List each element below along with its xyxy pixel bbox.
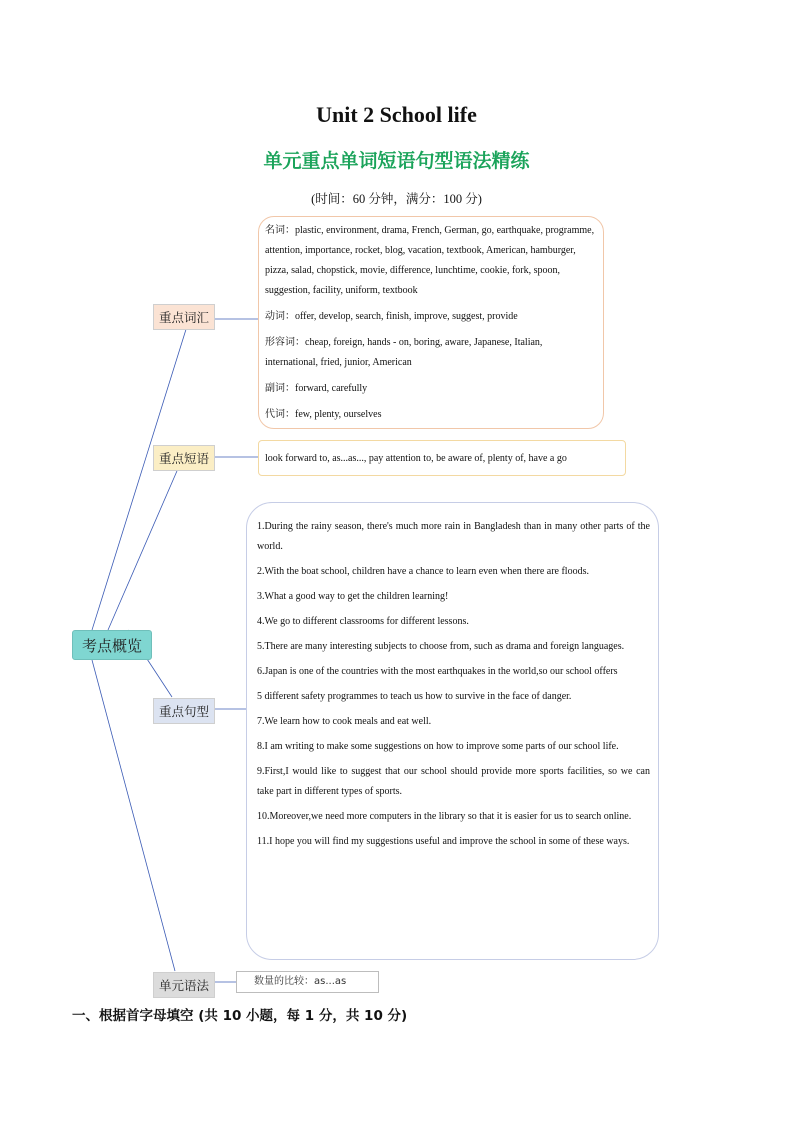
verbs-row [265,307,597,327]
grammar-text: 数量的比较：as...as [254,976,347,987]
sentence-item: 11.I hope you will find my suggestions useful and improve the school in some of these ways. [257,836,630,847]
section-heading: 一、根据首字母填空 (共 10 小题，每 1 分，共 10 分) [72,1008,408,1024]
adverbs-row [265,379,597,399]
sentence-item: 9.First,I would like to suggest that our school should provide more sports facilities, so we can take part in different types of sports. [257,766,650,797]
sentence-item: 6.Japan is one of the countries with the most earthquakes in the world,so our school offers [257,666,618,677]
sentence-item: 3.What a good way to get the children learning! [257,591,449,602]
sentence-item: 5 different safety programmes to teach us how to survive in the face of danger. [257,691,572,702]
adjectives-label: 形容词： [265,337,305,348]
verbs-text: offer, develop, search, finish, improve, suggest, provide [295,311,518,322]
sentence-item: 7.We learn how to cook meals and eat well. [257,716,432,727]
vocabulary-box [258,216,604,429]
time-info: (时间：60 分钟，满分：100 分) [311,192,482,206]
adjectives-row [265,333,597,373]
verbs-label: 动词： [265,311,295,322]
adverbs-text: forward, carefully [295,383,368,394]
node-sentences: 重点句型 [153,698,215,724]
nouns-text: plastic, environment, drama, French, German, go, earthquake, programme, attention, importance, rocket, blog, vacation, textbook, American, hamburger, pizza, salad, chopstick, movie, difference, lunchtime, cookie, fork, spoon, suggestion, facility, uniform, textbook [265,225,595,296]
sentence-item: 8.I am writing to make some suggestions on how to improve some parts of our school life. [257,741,619,752]
node-phrases: 重点短语 [153,445,215,471]
sentence-item: 10.Moreover,we need more computers in the library so that it is easier for us to search online. [257,811,632,822]
nouns-label: 名词： [265,225,295,236]
sentence-item: 4.We go to different classrooms for different lessons. [257,616,469,627]
connector-root-vocabulary [92,323,188,630]
pronouns-row [265,405,597,425]
pronouns-text: few, plenty, ourselves [295,409,382,420]
pronouns-label: 代词： [265,409,295,420]
mindmap-root: 考点概览 [72,630,152,660]
adverbs-label: 副词： [265,383,295,394]
page-title: Unit 2 School life [316,102,477,127]
node-vocabulary: 重点词汇 [153,304,215,330]
connector-root-phrases [108,464,180,630]
sentence-item: 2.With the boat school, children have a chance to learn even when there are floods. [257,566,589,577]
page-subtitle: 单元重点单词短语句型语法精练 [263,150,530,172]
sentence-item: 5.There are many interesting subjects to choose from, such as drama and foreign languages. [257,641,625,652]
grammar-box [236,971,379,993]
sentences-box [246,502,659,960]
node-grammar: 单元语法 [153,972,215,998]
nouns-row [265,221,597,301]
phrases-text: look forward to, as...as..., pay attention to, be aware of, plenty of, have a go [265,453,567,464]
phrases-box [258,440,626,476]
adjectives-text: cheap, foreign, hands - on, boring, aware, Japanese, Italian, international, fried, junior, American [265,337,543,368]
sentence-item: 1.During the rainy season, there's much more rain in Bangladesh than in many other parts of the world. [257,521,650,552]
